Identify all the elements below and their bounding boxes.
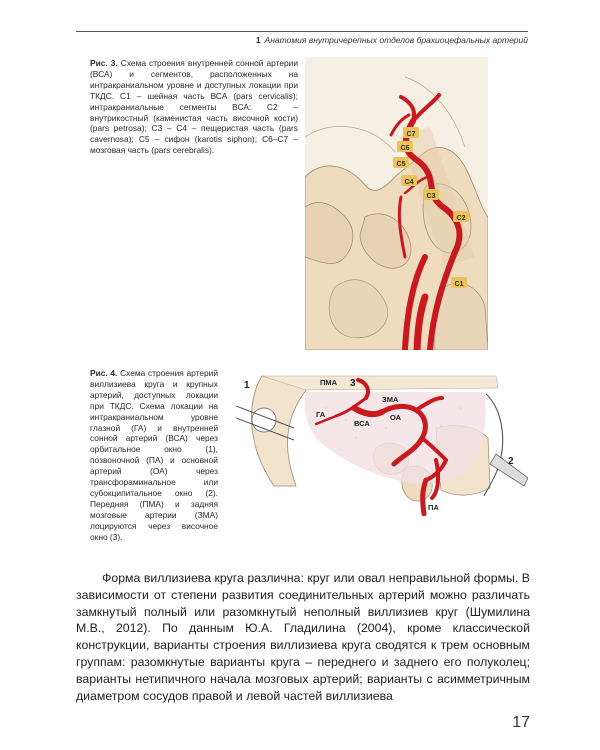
figure3-carotid-illustration <box>305 57 488 350</box>
body-paragraph: Форма виллизиева круга различна: круг или овал неправильной формы. В зависимости от степени развития соединительных артерий можно различать замкнутый полный или разомкнутый неполный виллизиев круг (Шумилина М.В., 2012). По данным Ю.А. Гладилина (2004), кроме классической конструкции, варианты строения виллизиева круга сводятся к трем основным группам: разомкнутые варианты круга – переднего и заднего его полуколец; варианты нетипичного начала мозговых артерий; варианты с асимметричным диаметром сосудов правой и левой частей виллизиева <box>76 571 530 703</box>
figure4-label-ga: ГА <box>316 410 326 419</box>
segment-label-c7: C7 <box>406 131 416 138</box>
figure4-label-vsa: ВСА <box>354 419 370 428</box>
body-text <box>76 570 530 704</box>
segment-label-c6: C6 <box>400 145 410 152</box>
chapter-title: Анатомия внутричерепных отделов брахиоцефальных артерий <box>264 35 528 45</box>
running-header <box>76 31 528 45</box>
figure3-caption <box>90 58 298 156</box>
figure4-caption <box>90 368 218 543</box>
figure4-willis-circle-illustration <box>236 368 528 516</box>
figure4-caption-label: Рис. 4. <box>90 368 118 378</box>
figure3-caption-text: Схема строения внутренней сонной артерии (ВСА) и сегментов, расположенных на интракраниальном уровне и доступных локации при ТКДС. С1 – шейная часть ВСА (pars cervicalis); интракраниальные сегменты ВСА: С2 – внутрикостный (каменистая часть височной кости) (pars petrosa); С3 – С4 – пещеристая часть (pars cavernosa); С5 – сифон (karotis siphon); С6–С7 – мозговая часть (pars cerebralis). <box>90 58 298 156</box>
running-header-text <box>256 35 528 45</box>
figure4-label-pma: ПМА <box>320 378 338 387</box>
page-number: 17 <box>512 714 530 731</box>
segment-label-c5: C5 <box>396 161 406 168</box>
chapter-number: 1 <box>255 35 261 45</box>
segment-label-c2: C2 <box>456 215 466 222</box>
segment-label-c4: C4 <box>404 179 414 186</box>
segment-label-c3: C3 <box>426 193 436 200</box>
figure4-label-zma: ЗМА <box>382 395 399 404</box>
figure4-label-pa: ПА <box>428 503 439 512</box>
segment-label-c1: C1 <box>454 281 464 288</box>
figure4-label-window2: 2 <box>508 456 514 467</box>
figure4-label-window1: 1 <box>244 380 250 391</box>
figure4-caption-text: Схема строения артерий виллизиева круга и крупных артерий, доступных локации при ТКДС. Схема локации на интракраниальном уровне глазной (ГА) и внутренней сонной артерий (ВСА) через орбитальное окно (1), позвоночной (ПА) и основной артерий (ОА) через трансфораминальное или субокципитальное окно (2). Передняя (ПМА) и задняя мозговые артерии (ЗМА) лоцируются через височное окно (3). <box>90 368 219 542</box>
figure3-caption-label: Рис. 3. <box>90 58 118 68</box>
figure4-label-window3: 3 <box>350 378 356 389</box>
figure4-label-oa: ОА <box>390 413 402 422</box>
